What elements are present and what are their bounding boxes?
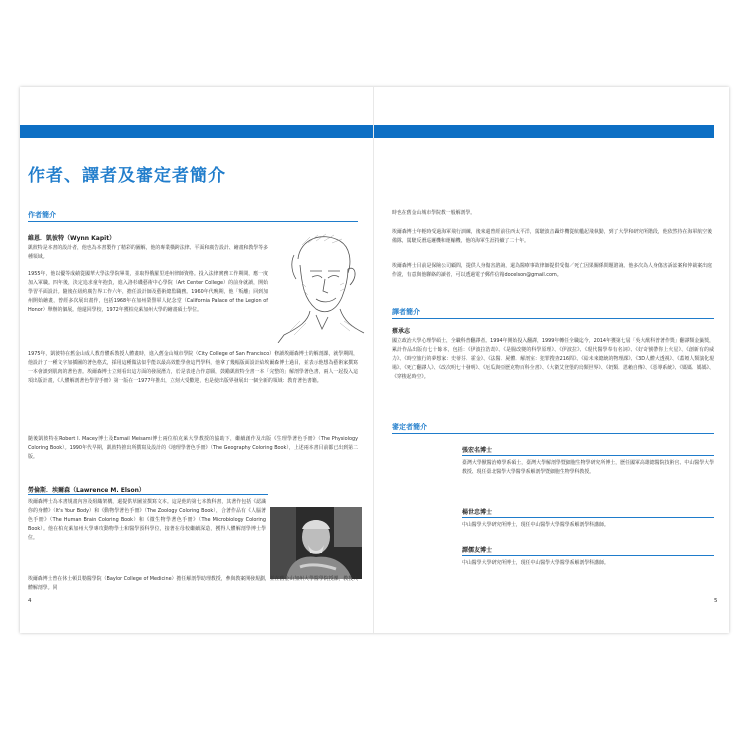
author1-portrait-sketch [270, 225, 368, 343]
intro-para2: 埃爾森博士年輕時受過海軍飛行訓練，後來還曾經前往西太平洋，駕駛波音轟炸機從航艦起飛執勤，到了大學和研究所階段，他依然待在海軍航空後備隊，駕駛反潛巡邏機和運輸機，他的海軍生涯持續了二十年。 [392, 229, 712, 244]
page-number-right: 5 [714, 598, 718, 604]
page-title: 作者、譯者及審定者簡介 [28, 166, 226, 186]
right-page [374, 87, 729, 633]
author2-name: 勞倫斯．埃爾森（Lawrence M. Elson） [28, 487, 145, 494]
author2-para1: 埃爾森博士為本書規畫內容及組織架構，還提供草圖並撰寫文本。這是他的第七本教科書，其著作包括《認識你的身體》（It's Your Body）和《動物學著色手冊》（The Zoology Coloring Book），合著作品有《人腦著色手冊》（The Human Brain Coloring Book）和《微生物學著色手冊》（The Microbiology Coloring Book）。他在柏克萊加州大學專攻動物學士和醫學預科學位，接著在母校繼續深造，獲得人體解剖學博士學位。 [28, 499, 266, 541]
intro-para3: 埃爾森博士目前是保險公司顧問，提供人身傷害諮詢，還為醫療事故律師提供受傷／死亡因果關係問題諮詢。他多次為人身傷害訴訟案和仲裁案出庭作證，有意與他聯絡的讀者，可以透過電子郵件信箱docelson@gmail.com。 [392, 263, 712, 278]
authors-heading-rule [28, 221, 358, 222]
page-number-left: 4 [28, 598, 32, 604]
reviewer2-name: 楊世忠博士 [462, 509, 493, 516]
author1-para3: 1975年，凱彼特在舊金山成人教育體系教授人體畫時，進入舊金山城市學院（City College of San Francisco）修讀埃爾森博士的解剖課，就學期間，他設計了一種文字加插圖的著色格式，採用這種做法似乎能以最高效能學會這門學科，他拿了幾幅版面設計給埃爾森博士過目，並表示他想為藝術家撰寫一本會談到肌肉的著色書。埃爾森博士立刻看出這方面的發展潛力，於是表達合作意願，鼓勵凱彼特全書一本「完整的」解剖學著色書，兩人一起投入這項出版計畫，《人體解剖著色學習手冊》第一版在一1977年推出，立刻大受歡迎，也是使出版界發展出一個全新的領域：教育著色書籍。 [28, 351, 358, 384]
reviewer-heading-rule [392, 433, 714, 434]
author1-para1: 凱彼特是本書的設計者，他也為本書製作了精彩的圖解，他的專業橫跨法律、平面和廣告設計、繪畫和教學等多種領域。 [28, 245, 268, 260]
left-page [20, 87, 374, 633]
reviewer1-rule [462, 455, 714, 456]
header-band [20, 125, 374, 138]
author1-para2: 1955年，他以優等成績從國華大學法學院畢業，並取得俄羅里達州律師資格。投入法律實務工作期間，應一度加入軍職。四年後，決定追求童年抱負，進入洛杉磯藝術中心學院（Art Center College）的前身就讀，開始學習平面設計。隨後在紐約廣告界工作六年，擔任設計師及藝術總監職務。1960年代晚期，他「叛離」回到加州開始繪畫，曾經多次展出畫作，包括1968年在加州榮譽軍人紀念堂（California Palace of the Legion of Honor）舉辦的個展。他還回學校，1972年獲柏克萊加州大學的繪畫碩士學位。 [28, 271, 268, 313]
reviewer3-para: 中山醫學大學研究所博士，現任中山醫學大學醫學系解剖學科講師。 [462, 560, 609, 566]
author1-para4: 隨後凱彼特在Robert I. Macey博士及Esmail Meisami博士兩位柏克萊大學教授的協助下，繼續創作及出版《生理學著色手冊》（The Physiology Coloring Book）。1990年代早期，凱彼特推出所撰寫及設計的《地理學著色手冊》（The Geography Coloring Book），上述兩本書目前都已出到第二版。 [28, 436, 358, 460]
author2-rule [28, 494, 268, 495]
reviewer-heading: 審定者簡介 [392, 423, 427, 431]
book-spread [20, 87, 729, 633]
translator-name: 蔡承志 [392, 328, 411, 335]
reviewer3-rule [462, 555, 714, 556]
header-band [374, 125, 714, 138]
reviewer2-para: 中山醫學大學研究所博士，現任中山醫學大學醫學系解剖學科講師。 [462, 522, 609, 528]
authors-heading: 作者簡介 [28, 211, 56, 219]
reviewer1-para: 臺灣大學獸醫治療學系碩士，臺灣大學解剖學暨細胞生物學研究所博士，歷任國軍高雄總醫院技術官、中山醫學大學教授、現任臺北醫學大學醫學系解剖學暨細胞生物學科教授。 [462, 460, 714, 475]
reviewer3-name: 譚儒友博士 [462, 547, 493, 554]
translator-heading-rule [392, 318, 714, 319]
reviewer2-rule [462, 517, 714, 518]
intro-para1: 時也在舊金山城市學院教一般解剖學。 [392, 210, 476, 216]
author1-name: 維恩．凱彼特（Wynn Kapit） [28, 235, 116, 242]
author2-portrait-photo [270, 507, 362, 579]
translator-para: 國立政治大學心理學碩士，全職科普翻譯者。1994年開始投入翻譯，1999年轉任全職迄今，2014年獲第七屆「吳大猷科普著作獎」翻譯類金籤獎，累計作品出版有七十餘本，包括：《伊波拉浩劫》、《是腸改變的科學原理》、《伊波拉》、《現代醫學奉有名詞》、《好奇號帶你上火星》、《創新有的威力》、《時空旅行的夢想家：史蒂芬．霍金》、《法醫．屍體．解剖室：犯罪搜查216問》、《給未來總統的物理課》、《3D人體大透視》、《蓋婭人類演化現場》、《死亡翻譯人》、《改次明七十發明》、《厄瓜與亞歷克物百科全書》、《大衛艾登堡的烏類世界》、《奶類．恩賴自傳》、《惡導系統》、《媽媽．媽媽》、《穿梭起時空》。 [392, 338, 714, 380]
reviewer1-name: 張宏名博士 [462, 447, 493, 454]
translator-heading: 譯者簡介 [392, 308, 420, 316]
author2-para2: 埃爾森博士曾在休士頓貝勒醫學院（Baylor College of Medicine）擔任解剖學助理教授，參與教案開發規劃，並在舊金山加州大學醫學院授課，教授大體解剖學。同 [28, 576, 358, 591]
